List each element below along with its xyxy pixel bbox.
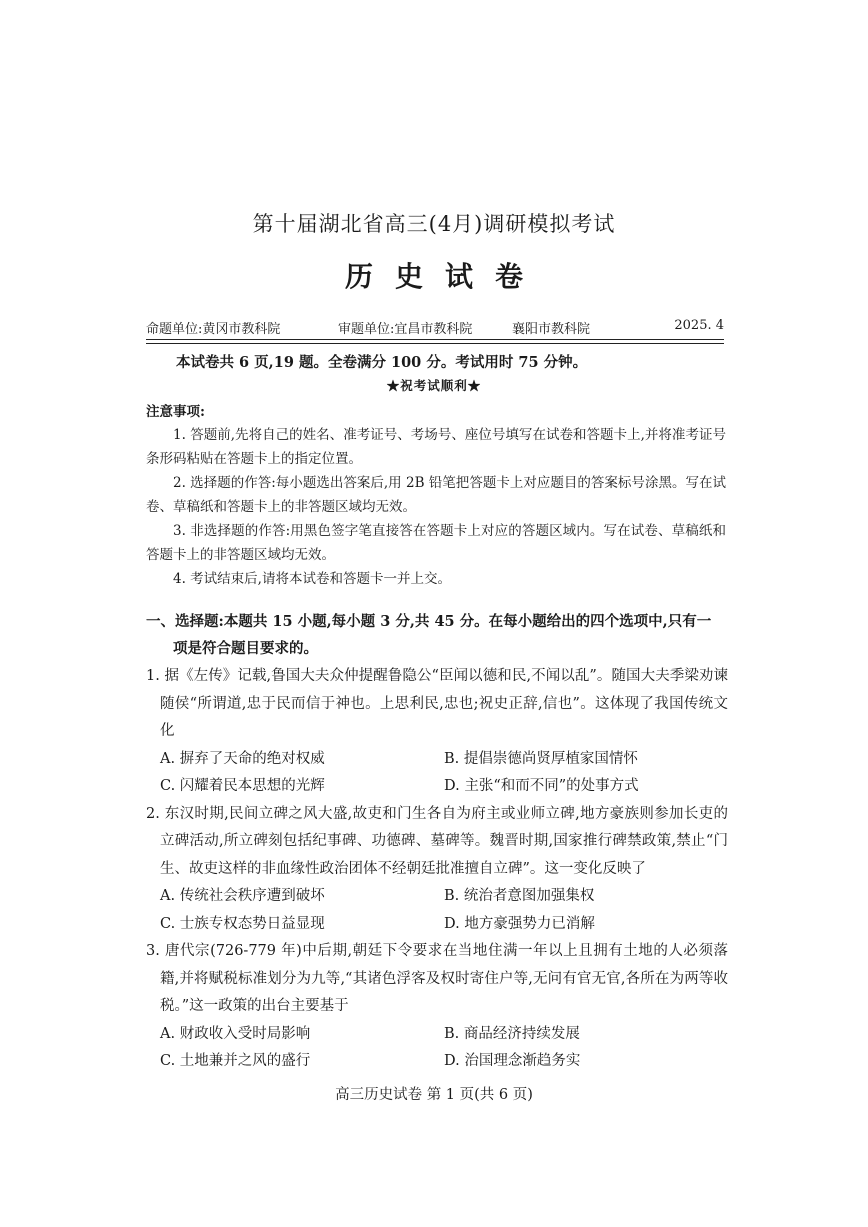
- section-heading-line-2: 项是符合题目要求的。: [173, 640, 318, 657]
- question-list: [146, 663, 728, 1076]
- notice-item: 1. 答题前,先将自己的姓名、准考证号、考场号、座位号填写在试卷和答题卡上,并将准考证号条形码粘贴在答题卡上的指定位置。: [146, 427, 726, 467]
- notice-item: 3. 非选择题的作答:用黑色签字笔直接答在答题卡上对应的答题区域内。写在试卷、草稿纸和答题卡上的非答题区域均无效。: [146, 523, 726, 563]
- option-a: A. 摒弃了天命的绝对权威: [160, 750, 325, 767]
- option-b: B. 商品经济持续发展: [444, 1025, 580, 1042]
- question-3: [146, 938, 728, 1076]
- reviewer-unit-2: 襄阳市教科院: [512, 322, 591, 337]
- exam-date: 2025. 4: [674, 318, 724, 333]
- blessing-line: ★祝考试顺利★: [386, 378, 482, 393]
- subject-title: 历史试卷: [344, 260, 545, 293]
- question-options: [146, 1021, 728, 1076]
- question-options: [146, 883, 728, 938]
- option-d: D. 地方豪强势力已消解: [444, 915, 595, 932]
- notice-title: 注意事项:: [146, 404, 205, 420]
- notice-item: 4. 考试结束后,请将本试卷和答题卡一并上交。: [173, 571, 451, 587]
- question-stem: 1. 据《左传》记载,鲁国大夫众仲提醒鲁隐公“臣闻以德和民,不闻以乱”。随国大夫季梁劝谏随侯“所谓道,忠于民而信于神也。上思利民,忠也;祝史正辞,信也”。这体现了我国传统文化: [146, 668, 728, 739]
- question-1: [146, 663, 728, 801]
- option-d: D. 主张“和而不同”的处事方式: [444, 778, 639, 794]
- notice-item: 2. 选择题的作答:每小题选出答案后,用 2B 铅笔把答题卡上对应题目的答案标号涂黑。写在试卷、草稿纸和答题卡上的非答题区域均无效。: [146, 475, 726, 515]
- question-stem: 3. 唐代宗(726-779 年)中后期,朝廷下令要求在当地住满一年以上且拥有土地的人必须落籍,并将赋税标准划分为九等,“其诸色浮客及权时寄住户等,无问有官无官,各所在为两等收税。”这一政策的出台主要基于: [146, 943, 728, 1014]
- reviewer-unit-1: 审题单位:宜昌市教科院: [338, 322, 473, 337]
- section-heading: [146, 608, 726, 662]
- option-b: B. 统治者意图加强集权: [444, 888, 595, 904]
- option-c: C. 闪耀着民本思想的光辉: [160, 778, 325, 794]
- question-stem: 2. 东汉时期,民间立碑之风大盛,故吏和门生各自为府主或业师立碑,地方豪族则参加长吏的立碑活动,所立碑刻包括纪事碑、功德碑、墓碑等。魏晋时期,国家推行碑禁政策,禁止“门生、故吏这样的非血缘性政治团体不经朝廷批准擅自立碑”。这一变化反映了: [146, 805, 728, 877]
- option-a: A. 财政收入受时局影响: [160, 1025, 311, 1042]
- header-divider-thick: [146, 339, 724, 340]
- option-c: C. 士族专权态势日益显现: [160, 915, 325, 932]
- option-b: B. 提倡崇德尚贤厚植家国情怀: [444, 750, 638, 767]
- section-heading-line-1: 一、选择题:本题共 15 小题,每小题 3 分,共 45 分。在每小题给出的四个选项中,只有一: [146, 613, 712, 630]
- question-2: [146, 801, 728, 939]
- header-divider-thin: [146, 343, 724, 344]
- option-c: C. 土地兼并之风的盛行: [160, 1053, 311, 1069]
- option-a: A. 传统社会秩序遭到破坏: [160, 888, 325, 904]
- exam-summary: 本试卷共 6 页,19 题。全卷满分 100 分。考试用时 75 分钟。: [176, 354, 588, 371]
- exam-units-row: [146, 318, 724, 336]
- setter-unit: 命题单位:黄冈市教科院: [146, 322, 281, 337]
- exam-title: 第十届湖北省高三(4月)调研模拟考试: [252, 212, 616, 236]
- page-footer: 高三历史试卷 第 1 页(共 6 页): [335, 1087, 533, 1103]
- option-d: D. 治国理念渐趋务实: [444, 1053, 581, 1069]
- notice-list: [146, 423, 726, 591]
- question-options: [146, 746, 728, 801]
